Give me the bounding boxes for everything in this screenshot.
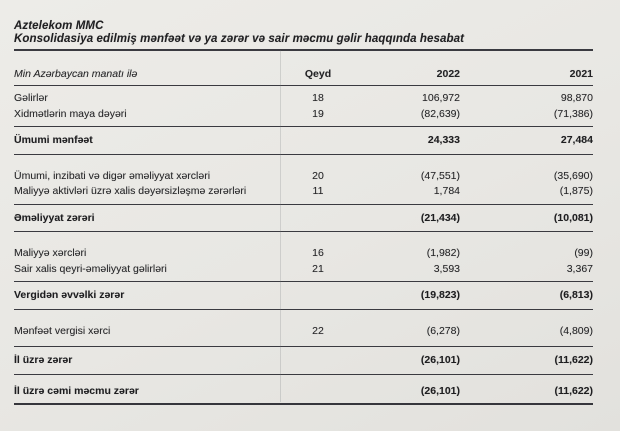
document-subtitle: Konsolidasiya edilmiş mənfəət və ya zərər və sair məcmu gəlir haqqında hesabat — [14, 33, 465, 45]
column-header-note: Qeyd — [304, 68, 332, 80]
row-note: 16 — [312, 247, 324, 259]
row-value-2022: (26,101) — [420, 354, 460, 366]
table-row — [14, 126, 593, 155]
row-value-2022: (47,551) — [420, 169, 460, 182]
column-header-currency-note: Min Azərbaycan manatı ilə — [14, 68, 138, 80]
row-value-2022: (19,823) — [420, 289, 460, 301]
table-row — [14, 262, 593, 278]
title-divider-rule — [14, 49, 593, 51]
row-label: Əməliyyat zərəri — [14, 211, 95, 224]
table-row — [14, 107, 593, 123]
row-note — [294, 133, 342, 149]
row-note: 20 — [312, 169, 324, 182]
row-value-2022: 3,593 — [433, 262, 460, 275]
table-rows — [14, 86, 593, 405]
row-value-2021: (11,622) — [554, 384, 593, 397]
row-label: İl üzrə cəmi məcmu zərər — [14, 384, 139, 397]
row-label: Xidmətlərin maya dəyəri — [14, 107, 127, 120]
row-label: Mənfəət vergisi xərci — [14, 324, 111, 337]
row-value-2021: 3,367 — [566, 262, 593, 275]
row-value-2022: (1,982) — [426, 247, 460, 259]
row-note — [294, 384, 342, 400]
row-label: Vergidən əvvəlki zərər — [14, 289, 125, 301]
table-row — [14, 324, 593, 340]
row-value-2021: (35,690) — [553, 169, 593, 182]
row-note — [294, 288, 342, 304]
table-header-row — [14, 67, 593, 86]
row-value-2022: 24,333 — [427, 134, 460, 146]
row-note: 18 — [312, 92, 324, 104]
row-value-2022: (82,639) — [420, 107, 460, 120]
row-value-2021: (1,875) — [559, 185, 593, 197]
table-row — [14, 169, 593, 185]
table-row — [14, 246, 593, 262]
table-row — [14, 91, 593, 107]
row-label: Sair xalis qeyri-əməliyyat gəlirləri — [14, 262, 167, 275]
row-value-2021: (11,622) — [554, 354, 593, 366]
row-label: Maliyyə xərcləri — [14, 247, 87, 259]
row-value-2022: (26,101) — [420, 384, 460, 397]
row-value-2021: (4,809) — [559, 324, 593, 337]
table-row — [14, 204, 593, 233]
row-value-2021: (71,386) — [553, 107, 593, 120]
row-note — [294, 211, 342, 227]
row-value-2022: 106,972 — [422, 92, 460, 104]
table-row — [14, 346, 593, 375]
row-note — [294, 353, 342, 369]
column-header-2021: 2021 — [569, 68, 593, 80]
row-value-2022: (21,434) — [420, 211, 460, 224]
row-note: 11 — [312, 185, 324, 197]
row-value-2021: 27,484 — [560, 134, 593, 146]
document-title: Aztelekom MMC — [14, 20, 104, 32]
row-label: Ümumi, inzibati və digər əməliyyat xərcləri — [14, 169, 211, 182]
row-note: 22 — [312, 324, 324, 337]
row-value-2021: (99) — [574, 247, 593, 259]
row-label: Gəlirlər — [14, 92, 48, 104]
table-row — [14, 281, 593, 310]
row-note: 19 — [312, 107, 324, 120]
row-label: Maliyyə aktivləri üzrə xalis dəyərsizləşmə zərərləri — [14, 185, 247, 197]
column-header-2022: 2022 — [436, 68, 460, 80]
row-value-2021: 98,870 — [560, 92, 593, 104]
row-value-2021: (10,081) — [553, 211, 593, 224]
row-note: 21 — [312, 262, 324, 275]
row-value-2021: (6,813) — [559, 289, 593, 301]
table-row — [14, 184, 593, 200]
row-label: Ümumi mənfəət — [14, 134, 93, 146]
row-value-2022: 1,784 — [433, 185, 460, 197]
row-value-2022: (6,278) — [426, 324, 460, 337]
row-label: İl üzrə zərər — [14, 354, 73, 366]
table-row — [14, 375, 593, 406]
